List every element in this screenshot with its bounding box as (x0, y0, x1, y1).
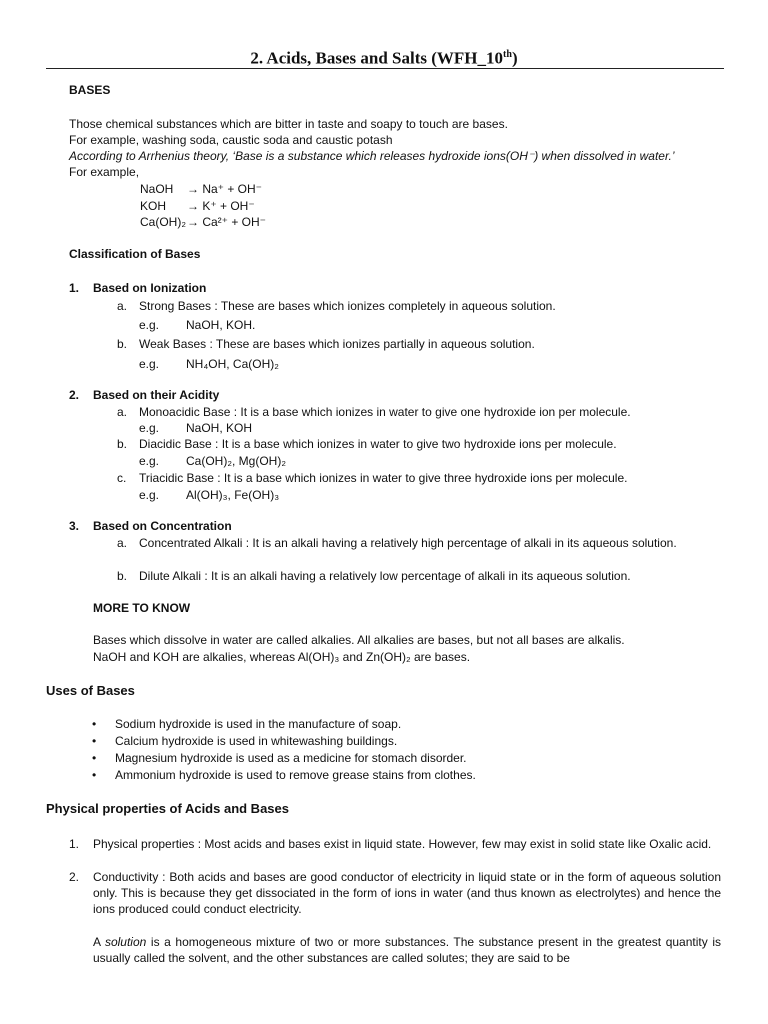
item-strong-bases: Strong Bases : These are bases which ionizes completely in aqueous solution. (139, 299, 556, 313)
eg-label: e.g. (139, 454, 160, 468)
physical-heading: Physical properties of Acids and Bases (46, 801, 289, 816)
conductivity-item: Conductivity : Both acids and bases are good conductor of electricity in liquid state or in the form of aqueous solution only. This is because they get dissociated in the form of ions in water (and thus known as electrolytes) and hence the ions produced could conduct electricity. (93, 870, 721, 916)
item-concentrated-alkali: Concentrated Alkali : It is an alkali having a relatively high percentage of alkali in its aqueous solution. (139, 536, 677, 550)
example-value: NaOH, KOH. (186, 318, 256, 332)
intro-line-4: For example, (69, 165, 140, 179)
reaction-left: NaOH (140, 182, 174, 196)
use-item: Ammonium hydroxide is used to remove grease stains from clothes. (115, 768, 476, 782)
eg-label: e.g. (139, 488, 160, 502)
physical-number: 2. (69, 870, 80, 884)
section-heading-ionization: Based on Ionization (93, 281, 207, 295)
item-letter: a. (117, 299, 128, 313)
bullet-icon: • (92, 734, 97, 748)
reaction-right: → Ca²⁺ + OH⁻ (187, 215, 267, 229)
reaction-right: → K⁺ + OH⁻ (187, 199, 255, 213)
item-letter: b. (117, 569, 128, 583)
item-diacidic: Diacidic Base : It is a base which ionizes in water to give two hydroxide ions per molecule. (139, 437, 617, 451)
solution-paragraph: A solution is a homogeneous mixture of two or more substances. The substance present in the greatest quantity is usually called the solvent, and the other substances are called solutes; they are said to be (93, 935, 721, 965)
eg-label: e.g. (139, 318, 160, 332)
example-value: NaOH, KOH (186, 421, 253, 435)
section-number: 3. (69, 519, 80, 533)
item-letter: a. (117, 536, 128, 550)
arrhenius-definition: According to Arrhenius theory, ‘Base is a substance which releases hydroxide ions(OH⁻) when dissolved in water.’ (69, 149, 675, 163)
use-item: Sodium hydroxide is used in the manufacture of soap. (115, 717, 402, 731)
item-weak-bases: Weak Bases : These are bases which ionizes partially in aqueous solution. (139, 337, 535, 351)
uses-heading: Uses of Bases (46, 683, 135, 698)
reaction-left: KOH (140, 199, 167, 213)
example-value: NH₄OH, Ca(OH)₂ (186, 357, 279, 371)
item-triacidic: Triacidic Base : It is a base which ionizes in water to give three hydroxide ions per molecule. (139, 471, 628, 485)
section-number: 1. (69, 281, 80, 295)
use-item: Calcium hydroxide is used in whitewashing buildings. (115, 734, 398, 748)
use-item: Magnesium hydroxide is used as a medicine for stomach disorder. (115, 751, 467, 765)
more-to-know-heading: MORE TO KNOW (93, 601, 191, 615)
example-value: Ca(OH)₂, Mg(OH)₂ (186, 454, 286, 468)
item-monoacidic: Monoacidic Base : It is a base which ionizes in water to give one hydroxide ion per molecule. (139, 405, 631, 419)
reaction-left: Ca(OH)₂ (140, 215, 186, 229)
physical-properties-item: Physical properties : Most acids and bases exist in liquid state. However, few may exist in solid state like Oxalic acid. (93, 837, 712, 851)
more-to-know-line-2: NaOH and KOH are alkalies, whereas Al(OH)₃ and Zn(OH)₂ are bases. (93, 650, 471, 664)
item-letter: b. (117, 437, 128, 451)
page-title: 2. Acids, Bases and Salts (WFH_10th) (250, 48, 518, 68)
bullet-icon: • (92, 751, 97, 765)
section-heading-concentration: Based on Concentration (93, 519, 232, 533)
reaction-right: → Na⁺ + OH⁻ (187, 182, 263, 196)
more-to-know-line-1: Bases which dissolve in water are called alkalies. All alkalies are bases, but not all bases are alkalis. (93, 633, 625, 647)
physical-number: 1. (69, 837, 80, 851)
item-letter: c. (117, 471, 127, 485)
bullet-icon: • (92, 717, 97, 731)
title-rule (46, 68, 724, 69)
example-value: Al(OH)₃, Fe(OH)₃ (186, 488, 280, 502)
classification-heading: Classification of Bases (69, 247, 201, 261)
item-letter: b. (117, 337, 128, 351)
section-heading-acidity: Based on their Acidity (93, 388, 220, 402)
solution-term: solution (104, 935, 147, 949)
bullet-icon: • (92, 768, 97, 782)
item-dilute-alkali: Dilute Alkali : It is an alkali having a relatively low percentage of alkali in its aqueous solution. (139, 569, 631, 583)
section-number: 2. (69, 388, 80, 402)
intro-line-1: Those chemical substances which are bitter in taste and soapy to touch are bases. (69, 117, 508, 131)
item-letter: a. (117, 405, 128, 419)
intro-line-2: For example, washing soda, caustic soda and caustic potash (69, 133, 393, 147)
bases-heading: BASES (69, 83, 111, 97)
eg-label: e.g. (139, 357, 160, 371)
eg-label: e.g. (139, 421, 160, 435)
